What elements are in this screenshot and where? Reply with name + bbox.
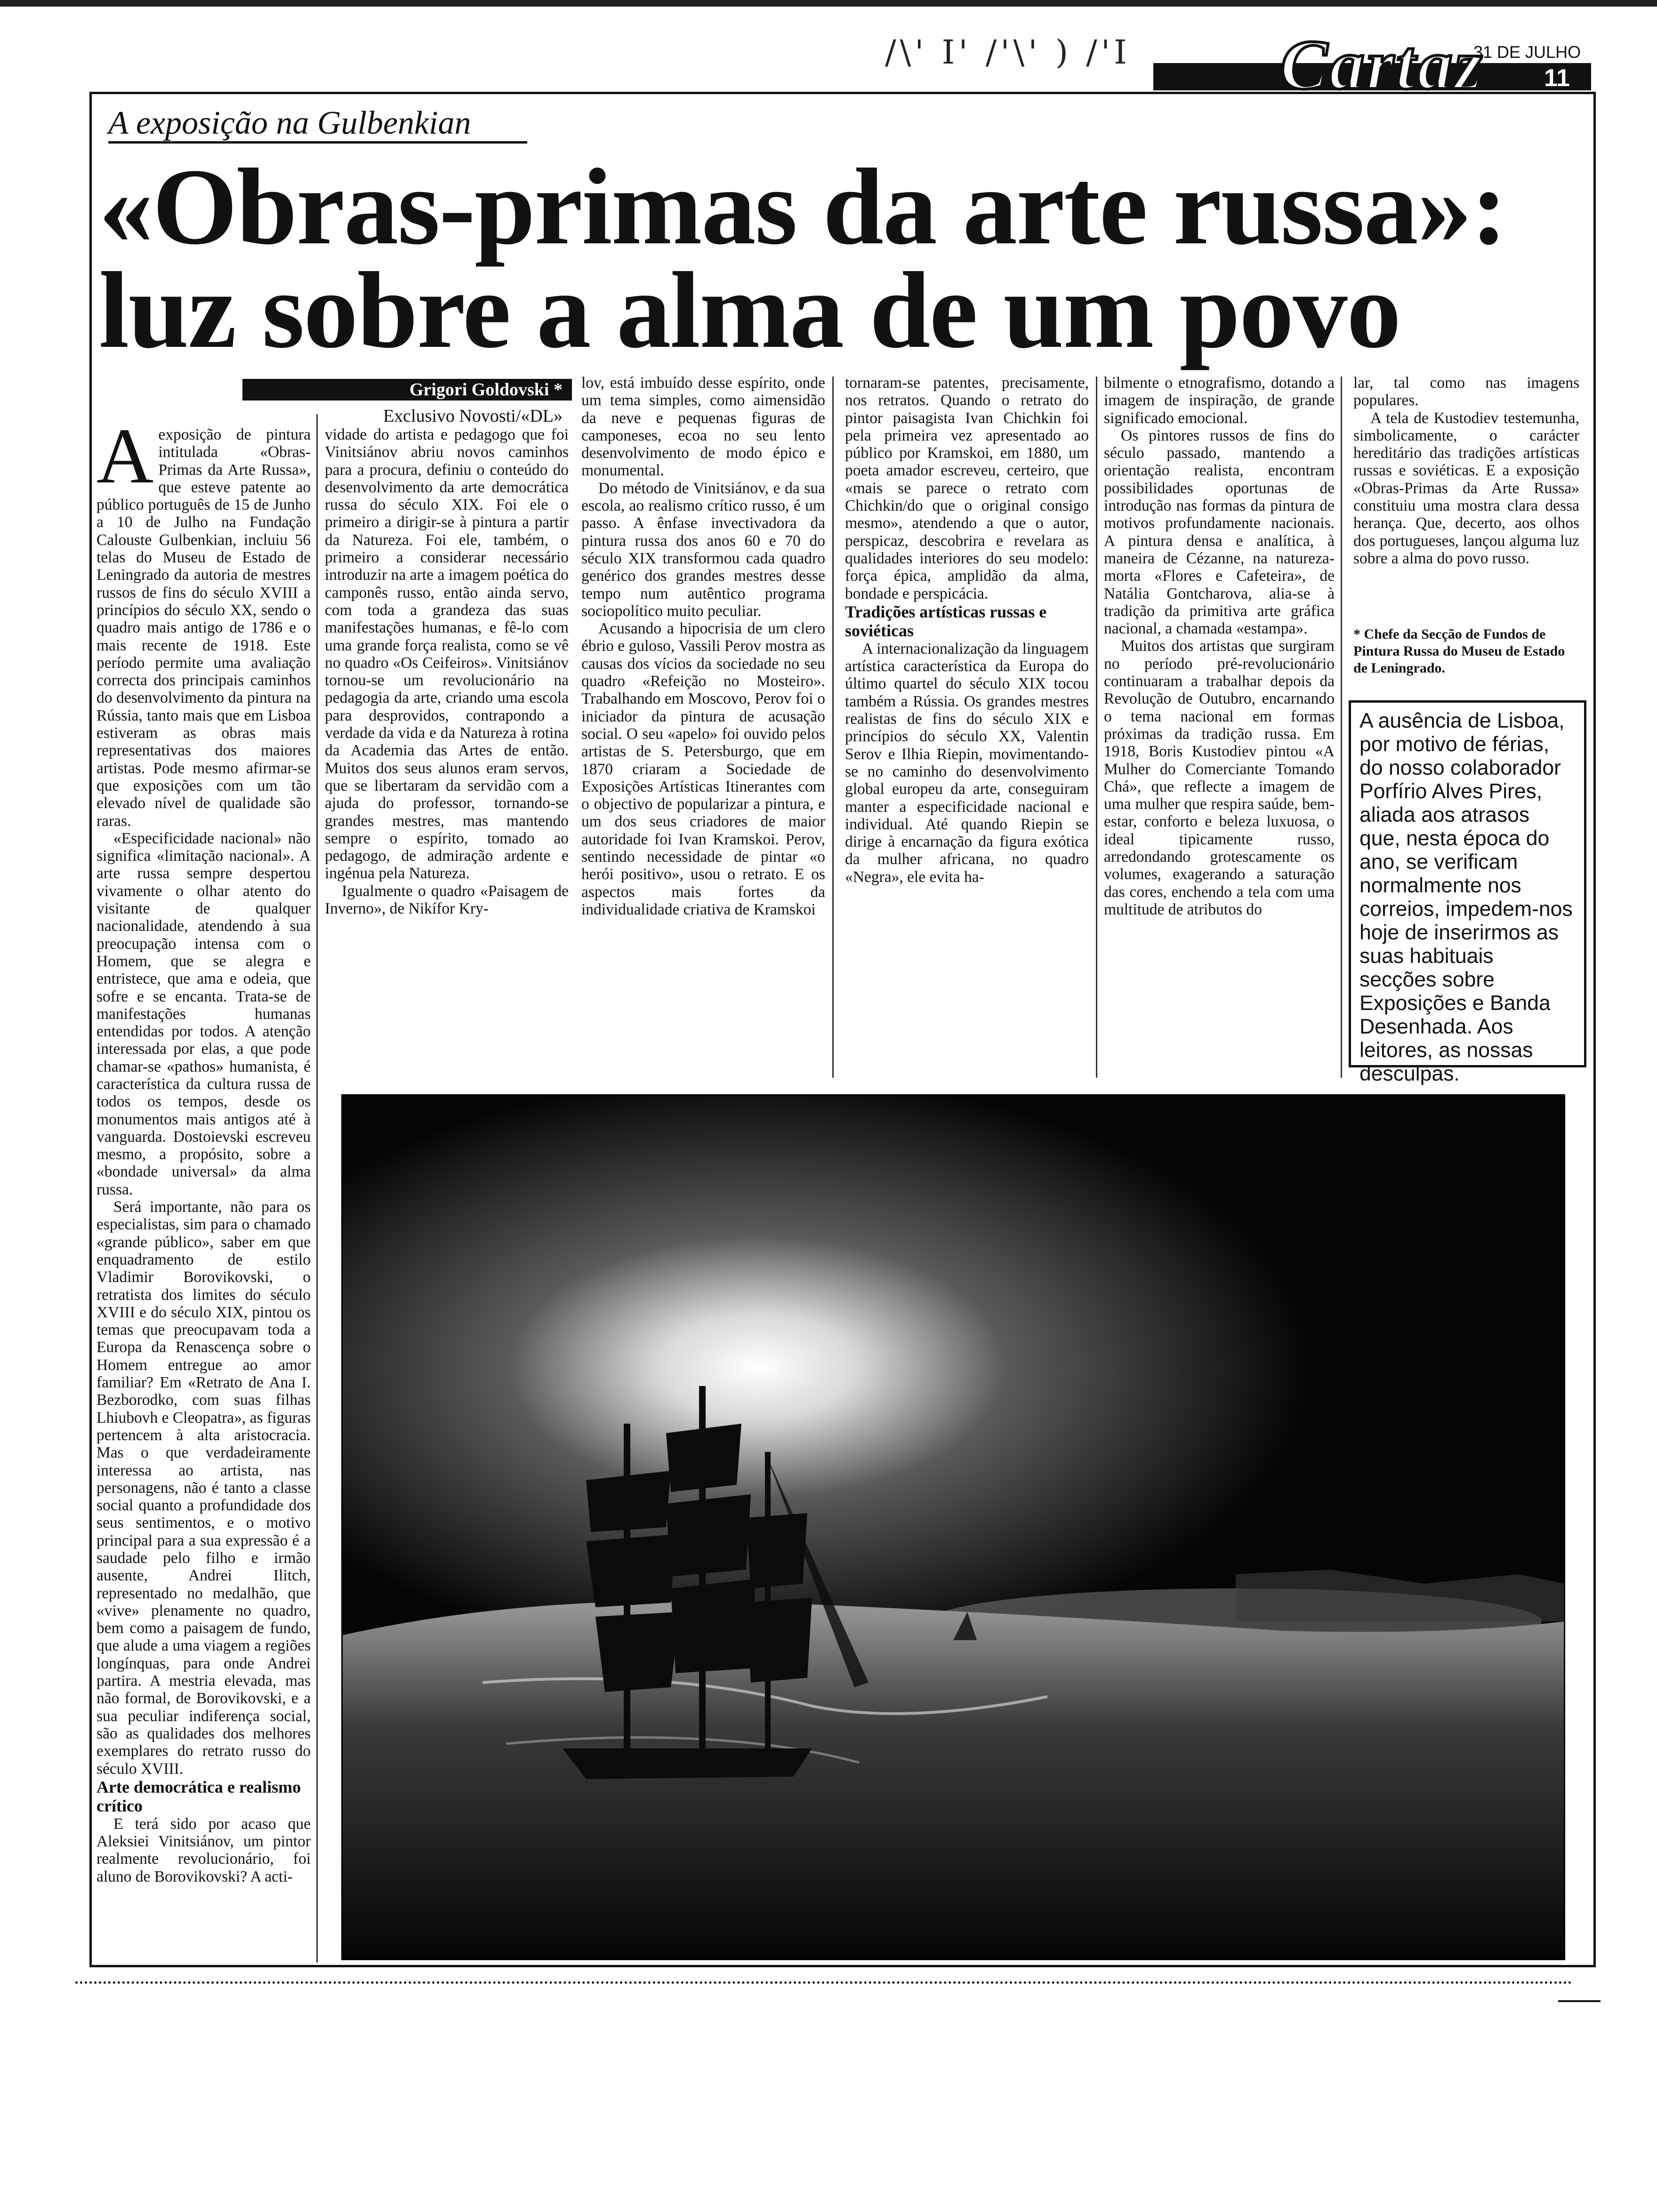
page-number: 11	[1544, 64, 1570, 92]
article-column-1	[97, 412, 311, 1885]
paragraph: Será importante, não para os especialistas, sim para o chamado «grande público», saber em que enquadramento de estilo Vladimir Borovikovski, o retratista dos limites do século XVIII e do século XIX, pintou os temas que preocupavam toda a Europa da Renascença sobre o Homem entregue ao amor familiar? Em «Retrato de Ana I. Bezborodko, com suas filhas Lhiubovh e Cleopatra», as figuras pertencem à alta aristocracia. Mas o que verdadeiramente interessa ao artista, nas personagens, não é tanto a classe social quanto a profundidade dos seus sentimentos, e o motivo principal para a sua expressão é a saudade pelo filho e irmão ausente, Andrei Ilitch, representado no medalhão, que «vive» plenamente no quadro, bem como a paisagem de fundo, que alude a uma viagem a regiões longínquas, para onde Andrei partira. A mestria elevada, mas não formal, de Borovikovski, e a sua peculiar indiferença social, são as qualidades dos melhores exemplares do retrato russo do século XVIII.	[97, 1198, 311, 1778]
paragraph: A internacionalização da linguagem artística característica da Europa do último quartel do século XIX tocou também a Rússia. Os grandes mestres realistas de fins do século XIX e princípios do século XX, Valentin Serov e Ilhia Riepin, movimentando-se no caminho do desenvolvimento global europeu da arte, conseguiram manter a especificidade nacional e individual. Até quando Riepin se dirige à encarnação da figura exótica da mulher africana, no quadro «Negra», ele evita ha-	[845, 640, 1089, 886]
masthead	[1153, 26, 1591, 104]
seascape-painting-image	[341, 1094, 1565, 1960]
corner-mark	[1558, 2000, 1601, 2002]
paragraph: «Especificidade nacional» não significa «limitação nacional». A arte russa sempre despertou vivamente o olhar atento do visitante de qualquer nacionalidade, atendendo à sua preocupação intensa com o Homem, que se alegra e entristece, que ama e odeia, que sofre e se encanta. Trata-se de manifestações humanas entendidas por todos. A atenção interessada por elas, a que pode chamar-se «pathos» humanista, é característica da cultura russa de todos os tempos, desde os monumentos mais antigos até à vanguarda. Dostoievski escreveu mesmo, a propósito, sobre a «bondade universal» da alma russa.	[97, 829, 311, 1198]
subheading: Arte democrática e realismo crítico	[97, 1777, 301, 1815]
author-footnote: * Chefe da Secção de Fundos de Pintura Russa do Museu de Estado de Leningrado.	[1353, 626, 1565, 676]
kicker: A exposição na Gulbenkian	[108, 105, 471, 141]
paragraph: Igualmente o quadro «Paisagem de Inverno», de Nikífor Kry-	[325, 882, 569, 918]
editorial-notice-box	[1349, 700, 1586, 1085]
column-rule	[1341, 377, 1342, 1078]
byline-source: Exclusivo Novosti/«DL»	[383, 406, 563, 426]
paragraph: Aexposição de pintura intitulada «Obras-Primas da Arte Russa», que esteve patente ao público português de 15 de Junho a 10 de Julho na Fundação Calouste Gulbenkian, incluiu 56 telas do Museu de Estado de Leningrado da autoria de mestres russos de fins do século XVIII a princípios do século XX, sendo o quadro mais antigo de 1786 e o mais recente de 1918. Este período permite uma avaliação correcta dos principais caminhos do desenvolvimento da pintura na Rússia, tanto mais que em Lisboa estiveram as obras mais representativas dos maiores artistas. Pode mesmo afirmar-se que exposições com um tão elevado nível de qualidade são raras.	[97, 412, 311, 830]
article-column-3	[581, 374, 825, 918]
article-column-5	[1104, 374, 1335, 918]
paragraph: Os pintores russos de fins do século passado, mantendo a orientação realista, encontram possibilidades oportunas de introdução nas formas da pintura de motivos profundamente nacionais. A pintura densa e analítica, à maneira de Cézanne, na natureza-morta «Flores e Cafeteira», de Natália Gontcharova, alia-se à tradição da primitiva arte gráfica nacional, a chamada «estampa».	[1104, 426, 1335, 638]
paragraph: lar, tal como nas imagens populares.	[1353, 374, 1579, 409]
dropcap: A	[97, 412, 154, 500]
subheading: Tradições artísticas russas e soviéticas	[845, 602, 1047, 640]
paragraph: Acusando a hipocrisia de um clero ébrio e guloso, Vassili Perov mostra as causas dos vícios da sociedade no seu quadro «Refeição no Mosteiro». Trabalhando em Moscovo, Perov foi o iniciador da pintura de acusação social. O seu «apelo» foi ouvido pelos artistas de S. Petersburgo, que em 1870 criaram a Sociedade de Exposições Artísticas Itinerantes com o objectivo de popularizar a pintura, e um dos seus criadores de maior autoridade foi Ivan Kramskoi. Perov, sentindo necessidade de pintar «o herói positivo», usou o retrato. E os aspectos mais fortes da individualidade criativa de Kramskoi	[581, 620, 825, 918]
column-rule	[316, 414, 318, 1963]
article-column-2	[325, 426, 569, 917]
masthead-title: Cartaz	[1280, 26, 1484, 104]
column-rule	[1096, 377, 1097, 1078]
byline: Grigori Goldovski *	[242, 379, 572, 401]
paragraph: vidade do artista e pedagogo que foi Vinitsiánov abriu novos caminhos para a procura, definiu o conteúdo do desenvolvimento da arte democrática russa do século XIX. Foi ele o primeiro a dirigir-se à pintura a partir da Natureza. Foi ele, também, o primeiro a considerar necessário introduzir na arte a imagem poética do camponês russo, então ainda servo, com toda a grandeza das suas manifestações humanas, e fê-lo com uma grande força realista, como se vê no quadro «Os Ceifeiros». Vinitsiánov tornou-se um revolucionário na pedagogia da arte, criando uma escola para desprovidos, contrapondo a verdade da vida e da Natureza à rotina da Academia das Artes de então. Muitos dos seus alunos eram servos, que se libertaram da servidão com a ajuda do professor, tornando-se grandes mestres, mas mantendo sempre o espírito, tomado ao pedagogo, de admiração ardente e ingénua pela Natureza.	[325, 426, 569, 882]
paragraph: Muitos dos artistas que surgiram no período pré-revolucionário continuaram a trabalhar depois da Revolução de Outubro, encarnando o tema nacional em formas próximas da tradição russa. Em 1918, Boris Kustodiev pintou «A Mulher do Comerciante Tomando Chá», que reflecte a imagem de uma mulher que respira saúde, bem-estar, conforto e beleza luxuosa, o ideal tipicamente russo, arredondando grotescamente os volumes, exagerando a saturação das cores, enchendo a tela com uma multitude de atributos do	[1104, 637, 1335, 918]
scan-edge	[0, 0, 1657, 7]
paragraph: tornaram-se patentes, precisamente, nos retratos. Quando o retrato do pintor paisagista Ivan Chichkin foi pela primeira vez apresentado ao público por Kramskoi, em 1880, um poeta amador escreveu, certeiro, que «mais se parece o retrato com Chichkin/do que o original consigo mesmo», atendendo a que o autor, perspicaz, descobrira e revelara as qualidades interiores do seu modelo: força épica, amplidão da alma, bondade e perspicácia.	[845, 374, 1089, 602]
paragraph: E terá sido por acaso que Aleksiei Vinitsiánov, um pintor realmente revolucionário, foi aluno de Borovikovski? A acti-	[97, 1815, 311, 1885]
headline	[99, 146, 1558, 371]
headline-line-2: luz sobre a alma de um povo	[99, 250, 1400, 371]
paragraph: lov, está imbuído desse espírito, onde um tema simples, como aimensidão da neve e pequenas figuras de camponeses, ecoa no seu lento desenvolvimento de modo épico e monumental.	[581, 374, 825, 480]
editorial-notice-text: A ausência de Lisboa, por motivo de férias, do nosso colaborador Porfírio Alves Pires, aliada aos atrasos que, nesta época do ano, se verificam normalmente nos correios, impedem-nos hoje de inserirmos as suas habituais secções sobre Exposições e Banda Desenhada. Aos leitores, as nossas desculpas.	[1359, 709, 1573, 1085]
paragraph: A tela de Kustodiev testemunha, simbolicamente, o carácter hereditário das tradições artísticas russas e soviéticas. E a exposição «Obras-Primas da Arte Russa» constituiu uma mostra clara dessa herança. Que, decerto, aos olhos dos portugueses, lançou alguma luz sobre a alma do povo russo.	[1353, 409, 1579, 567]
paragraph: Do método de Vinitsiánov, e da sua escola, ao realismo crítico russo, é um passo. A ênfase invectivadora da pintura russa dos anos 60 e 70 do século XIX transformou cada quadro genérico dos grandes mestres desse tempo num autêntico programa sociopolítico muito peculiar.	[581, 479, 825, 620]
bottom-dotted-rule	[75, 1981, 1572, 1984]
headline-line-1: «Obras-primas da arte russa»:	[99, 146, 1507, 267]
seascape-painting-svg	[341, 1094, 1565, 1960]
masthead-date: 31 DE JULHO DE 1987	[1473, 42, 1581, 81]
column-rule	[832, 377, 834, 1078]
kicker-underline	[108, 141, 527, 144]
paragraph: bilmente o etnografismo, dotando a imagem de inspiração, de grande significado emocional.	[1104, 374, 1335, 427]
article-column-6	[1353, 374, 1579, 567]
article-column-4	[845, 374, 1089, 886]
top-marks: /\' I' /'\' ) /'I	[885, 33, 1131, 72]
